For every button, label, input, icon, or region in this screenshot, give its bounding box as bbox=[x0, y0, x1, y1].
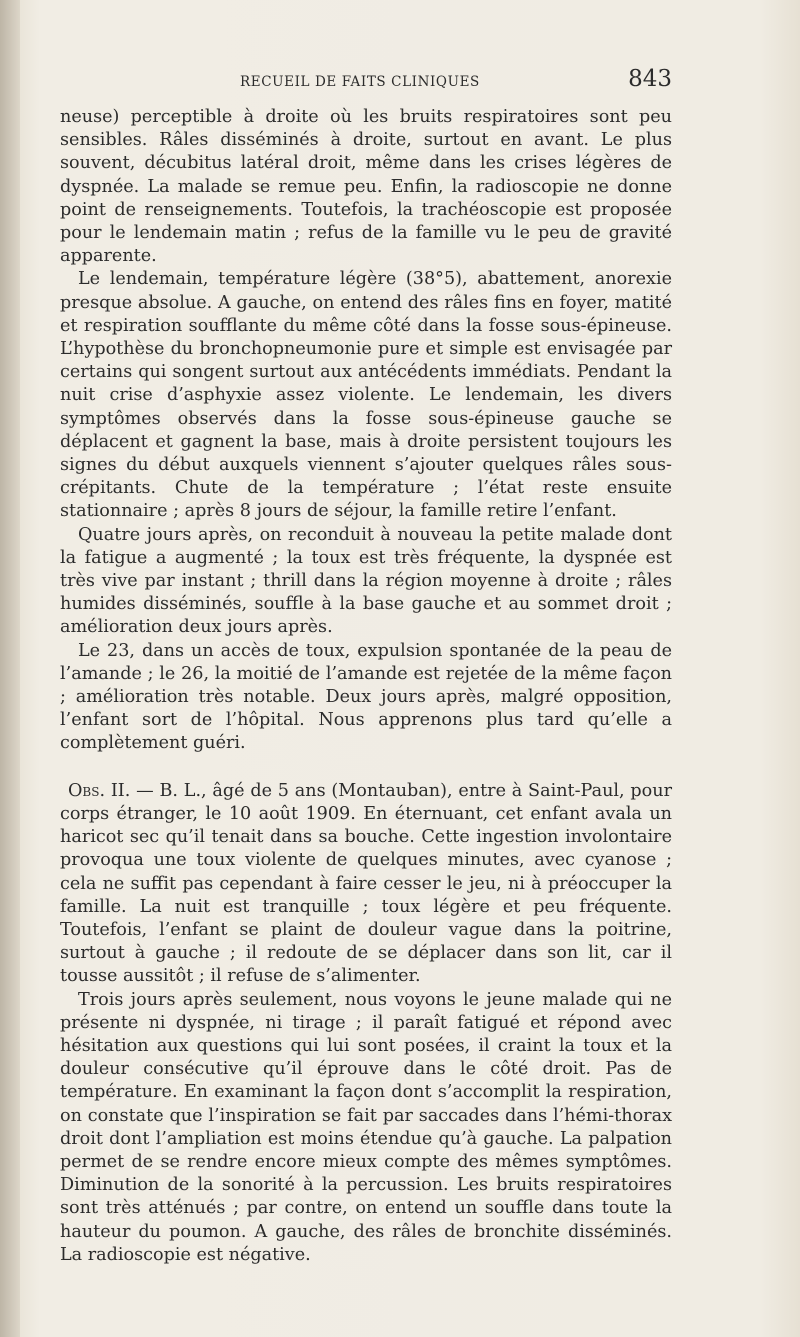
page-number: 843 bbox=[628, 66, 672, 92]
running-title: RECUEIL DE FAITS CLINIQUES bbox=[240, 74, 480, 90]
page-gutter-shadow bbox=[0, 0, 20, 1337]
body-text bbox=[60, 106, 672, 1267]
observation-text: — B. L., âgé de 5 ans (Montauban), entre à Saint-Paul, pour corps étranger, le 10 août 1909. En éternuant, cet enfant avala un haricot sec qu’il tenait dans sa bouche. Cette ingestion involontaire provoqua une toux violente de quelques minutes, avec cyanose ; cela ne suffit pas cependant à faire cesser le jeu, ni à préoccuper la famille. La nuit est tranquille ; toux légère et peu fréquente. Toutefois, l’enfant se plaint de douleur vague dans la poitrine, surtout à gauche ; il redoute de se déplacer dans son lit, car il tousse aussitôt ; il refuse de s’alimenter. bbox=[60, 780, 673, 987]
observation-paragraph bbox=[60, 780, 672, 989]
paragraph-4: Le 23, dans un accès de toux, expulsion spontanée de la peau de l’amande ; le 26, la moitié de l’amande est rejetée de la même façon ; amélioration très notable. Deux jours après, malgré opposition, l’enfant sort de l’hôpital. Nous apprenons plus tard qu’elle a complètement guéri. bbox=[60, 640, 672, 754]
page-header bbox=[60, 62, 672, 102]
observation-label: Obs. II. bbox=[68, 780, 131, 801]
paragraph-3: Quatre jours après, on reconduit à nouveau la petite malade dont la fatigue a augmenté ; la toux est très fréquente, la dyspnée est très vive par instant ; thrill dans la région moyenne à droite ; râles humides disséminés, souffle à la base gauche et au sommet droit ; amélioration deux jours après. bbox=[60, 524, 672, 638]
paragraph-1: neuse) perceptible à droite où les bruits respiratoires sont peu sensibles. Râles disséminés à droite, surtout en avant. Le plus souvent, décubitus latéral droit, même dans les crises légères de dyspnée. La malade se remue peu. Enfin, la radioscopie ne donne point de renseignements. Toutefois, la trachéoscopie est proposée pour le lendemain matin ; refus de la famille vu le peu de gravité apparente. bbox=[60, 107, 672, 267]
paragraph-2: Le lendemain, température légère (38°5), abattement, anorexie presque absolue. A gauche, on entend des râles fins en foyer, matité et respiration soufflante du même côté dans la fosse sous-épineuse. L’hypothèse du bronchopneumonie pure et simple est envisagée par certains qui songent surtout aux antécédents immédiats. Pendant la nuit crise d’asphyxie assez violente. Le lendemain, les divers symptômes observés dans la fosse sous-épineuse gauche se déplacent et gagnent la base, mais à droite persistent toujours les signes du début auxquels viennent s’ajouter quelques râles sous-crépitants. Chute de la température ; l’état reste ensuite stationnaire ; après 8 jours de séjour, la famille retire l’enfant. bbox=[60, 269, 672, 522]
observation-continuation: Trois jours après seulement, nous voyons le jeune malade qui ne présente ni dyspnée, ni tirage ; il paraît fatigué et répond avec hésitation aux questions qui lui sont posées, il craint la toux et la douleur consécutive qu’il éprouve dans le côté droit. Pas de température. En examinant la façon dont s’accomplit la respiration, on constate que l’inspiration se fait par saccades dans l’hémi-thorax droit dont l’ampliation est moins étendue qu’à gauche. La palpation permet de se rendre encore mieux compte des mêmes symptômes. Diminution de la sonorité à la percussion. Les bruits respiratoires sont très atténués ; par contre, on entend un souffle dans toute la hauteur du poumon. A gauche, des râles de bronchite disséminés. La radioscopie est négative. bbox=[60, 989, 672, 1265]
